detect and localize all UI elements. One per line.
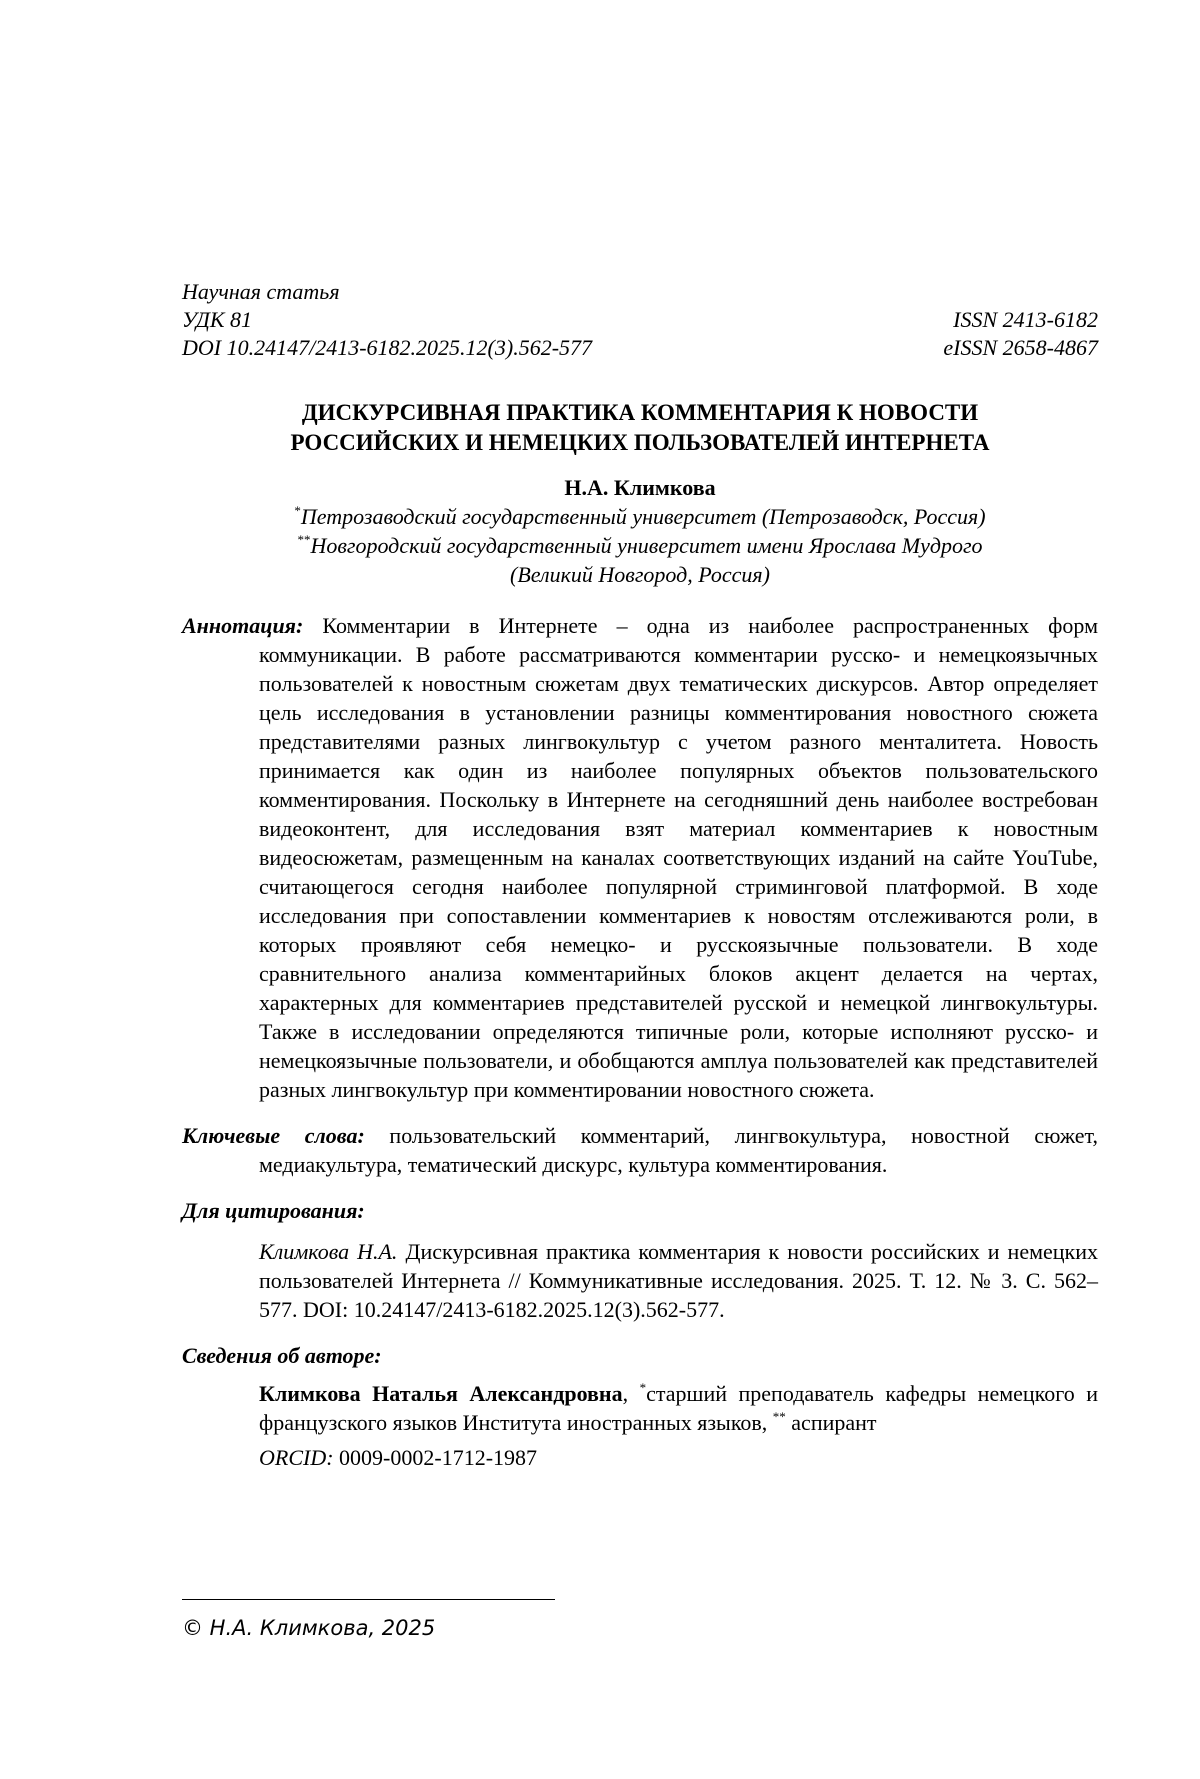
- author-info-body: [182, 1379, 1098, 1437]
- eissn: eISSN 2658-4867: [943, 335, 1098, 360]
- affiliation-2: [182, 531, 1098, 560]
- title-line-2: РОССИЙСКИХ И НЕМЕЦКИХ ПОЛЬЗОВАТЕЛЕЙ ИНТЕРНЕТА: [290, 430, 990, 455]
- author-name-comma: ,: [622, 1381, 629, 1406]
- header-row-udk-issn: [182, 306, 1098, 334]
- author-name: Н.А. Климкова: [564, 475, 716, 500]
- header-row-doi-eissn: [182, 334, 1098, 362]
- affiliation-1: [182, 502, 1098, 531]
- paper-title: [182, 398, 1098, 458]
- affiliation-2-mark: **: [297, 532, 311, 547]
- page-content: [182, 278, 1098, 1472]
- author-info-mark-1: *: [639, 1380, 647, 1395]
- citation-text: Дискурсивная практика комментария к новости российских и немецких пользователей Интернета // Коммуникативные исследования. 2025. Т. 12. № 3. С. 562–577. DOI: 10.24147/2413-6182.2025.12(3).562-577.: [259, 1239, 1099, 1322]
- author-position: старший преподаватель кафедры немецкого и французского языков Института иностранных языков,: [259, 1381, 1098, 1435]
- author-info-section: [182, 1341, 1098, 1472]
- abstract: [182, 611, 1098, 1104]
- affiliation-2-line-2: (Великий Новгород, Россия): [510, 562, 770, 587]
- orcid-label: ORCID:: [259, 1445, 334, 1470]
- copyright-notice: © Н.А. Климкова, 2025: [182, 1616, 436, 1640]
- orcid-line: [182, 1443, 1098, 1472]
- udk-code: УДК 81: [182, 307, 253, 332]
- affiliation-1-text: Петрозаводский государственный университет (Петрозаводск, Россия): [300, 504, 986, 529]
- keywords: [182, 1121, 1098, 1179]
- affiliation-2-text-line-1: Новгородский государственный университет имени Ярослава Мудрого: [310, 533, 983, 558]
- header-row-article-type: [182, 278, 1098, 306]
- author-info-label: Сведения об авторе:: [182, 1343, 382, 1368]
- author-full-name: Климкова Наталья Александровна: [259, 1381, 623, 1406]
- article-type: Научная статья: [182, 279, 340, 304]
- citation-body: [182, 1237, 1098, 1324]
- orcid-value: 0009-0002-1712-1987: [339, 1445, 538, 1470]
- author-status: аспирант: [791, 1410, 877, 1435]
- keywords-label: Ключевые слова:: [182, 1123, 365, 1148]
- citation-section: [182, 1196, 1098, 1324]
- author-info-mark-2: **: [772, 1409, 786, 1424]
- doi: DOI 10.24147/2413-6182.2025.12(3).562-577: [182, 335, 593, 360]
- citation-author: Климкова Н.А.: [259, 1239, 398, 1264]
- citation-label: Для цитирования:: [182, 1198, 365, 1223]
- abstract-text: Комментарии в Интернете – одна из наиболее распространенных форм коммуникации. В работе рассматриваются комментарии русско- и немецкоязычных пользователей к новостным сюжетам двух тематических дискурсов. Автор определяет цель исследования в установлении разницы комментирования новостного сюжета представителями разных лингвокультур с учетом разного менталитета. Новость принимается как один из наиболее популярных объектов пользовательского комментирования. Поскольку в Интернете на сегодняшний день наиболее востребован видеоконтент, для исследования взят материал комментариев к новостным видеосюжетам, размещенным на каналах соответствующих изданий на сайте YouTube, считающегося сегодня наиболее популярной стриминговой платформой. В ходе исследования при сопоставлении комментариев к новостям отслеживаются роли, в которых проявляют себя немецко- и русскоязычные пользователи. В ходе сравнительного анализа комментарийных блоков акцент делается на чертах, характерных для комментариев представителей русской и немецкой лингвокультуры. Также в исследовании определяются типичные роли, которые исполняют русско- и немецкоязычные пользователи, и обобщаются амплуа пользователей как представителей разных лингвокультур при комментировании новостного сюжета.: [259, 613, 1099, 1102]
- footnote-divider: [182, 1599, 555, 1600]
- keywords-text: пользовательский комментарий, лингвокультура, новостной сюжет, медиакультура, тематический дискурс, культура комментирования.: [259, 1123, 1099, 1177]
- issn: ISSN 2413-6182: [953, 307, 1098, 332]
- affiliation-1-mark: *: [294, 503, 301, 518]
- abstract-label: Аннотация:: [182, 613, 304, 638]
- title-line-1: ДИСКУРСИВНАЯ ПРАКТИКА КОММЕНТАРИЯ К НОВОСТИ: [301, 400, 979, 425]
